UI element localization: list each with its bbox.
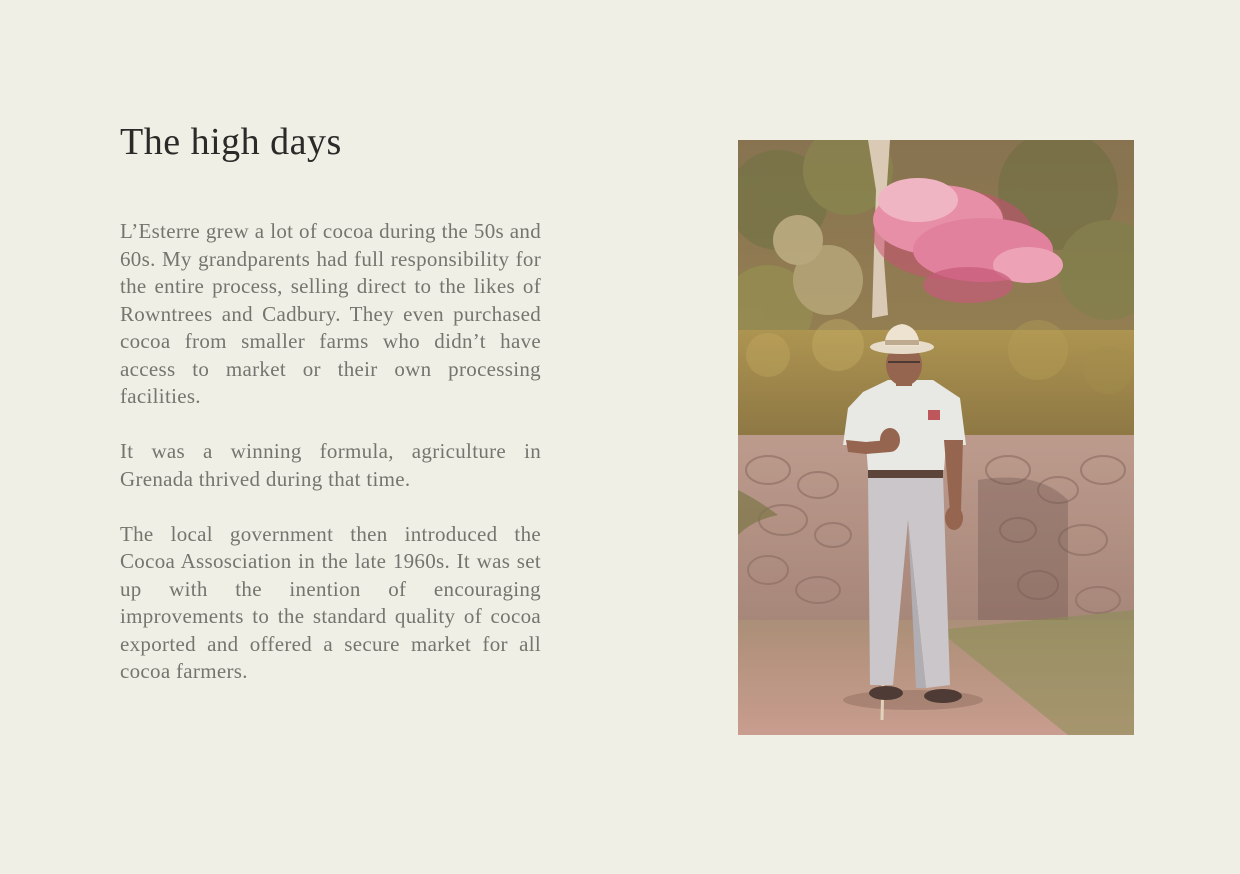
paragraph-2: It was a winning formula, agriculture in Grenada thrived during that time. bbox=[120, 439, 541, 491]
body-text bbox=[120, 218, 541, 713]
paragraph-1: L’Esterre grew a lot of cocoa during the 50s and 60s. My grandparents had full responsibility for the entire process, selling direct to the likes of Rowntrees and Cadbury. They even purchased cocoa from smaller farms who didn’t have access to market or their own processing facilities. bbox=[120, 219, 541, 408]
paragraph-3: The local government then introduced the Cocoa Assosciation in the late 1960s. It was set up with the inention of encouraging improvements to the standard quality of cocoa exported and offered a secure market for all cocoa farmers. bbox=[120, 521, 541, 683]
page-title: The high days bbox=[120, 121, 342, 163]
vintage-photo bbox=[738, 140, 1134, 735]
photo-illustration bbox=[738, 140, 1134, 735]
